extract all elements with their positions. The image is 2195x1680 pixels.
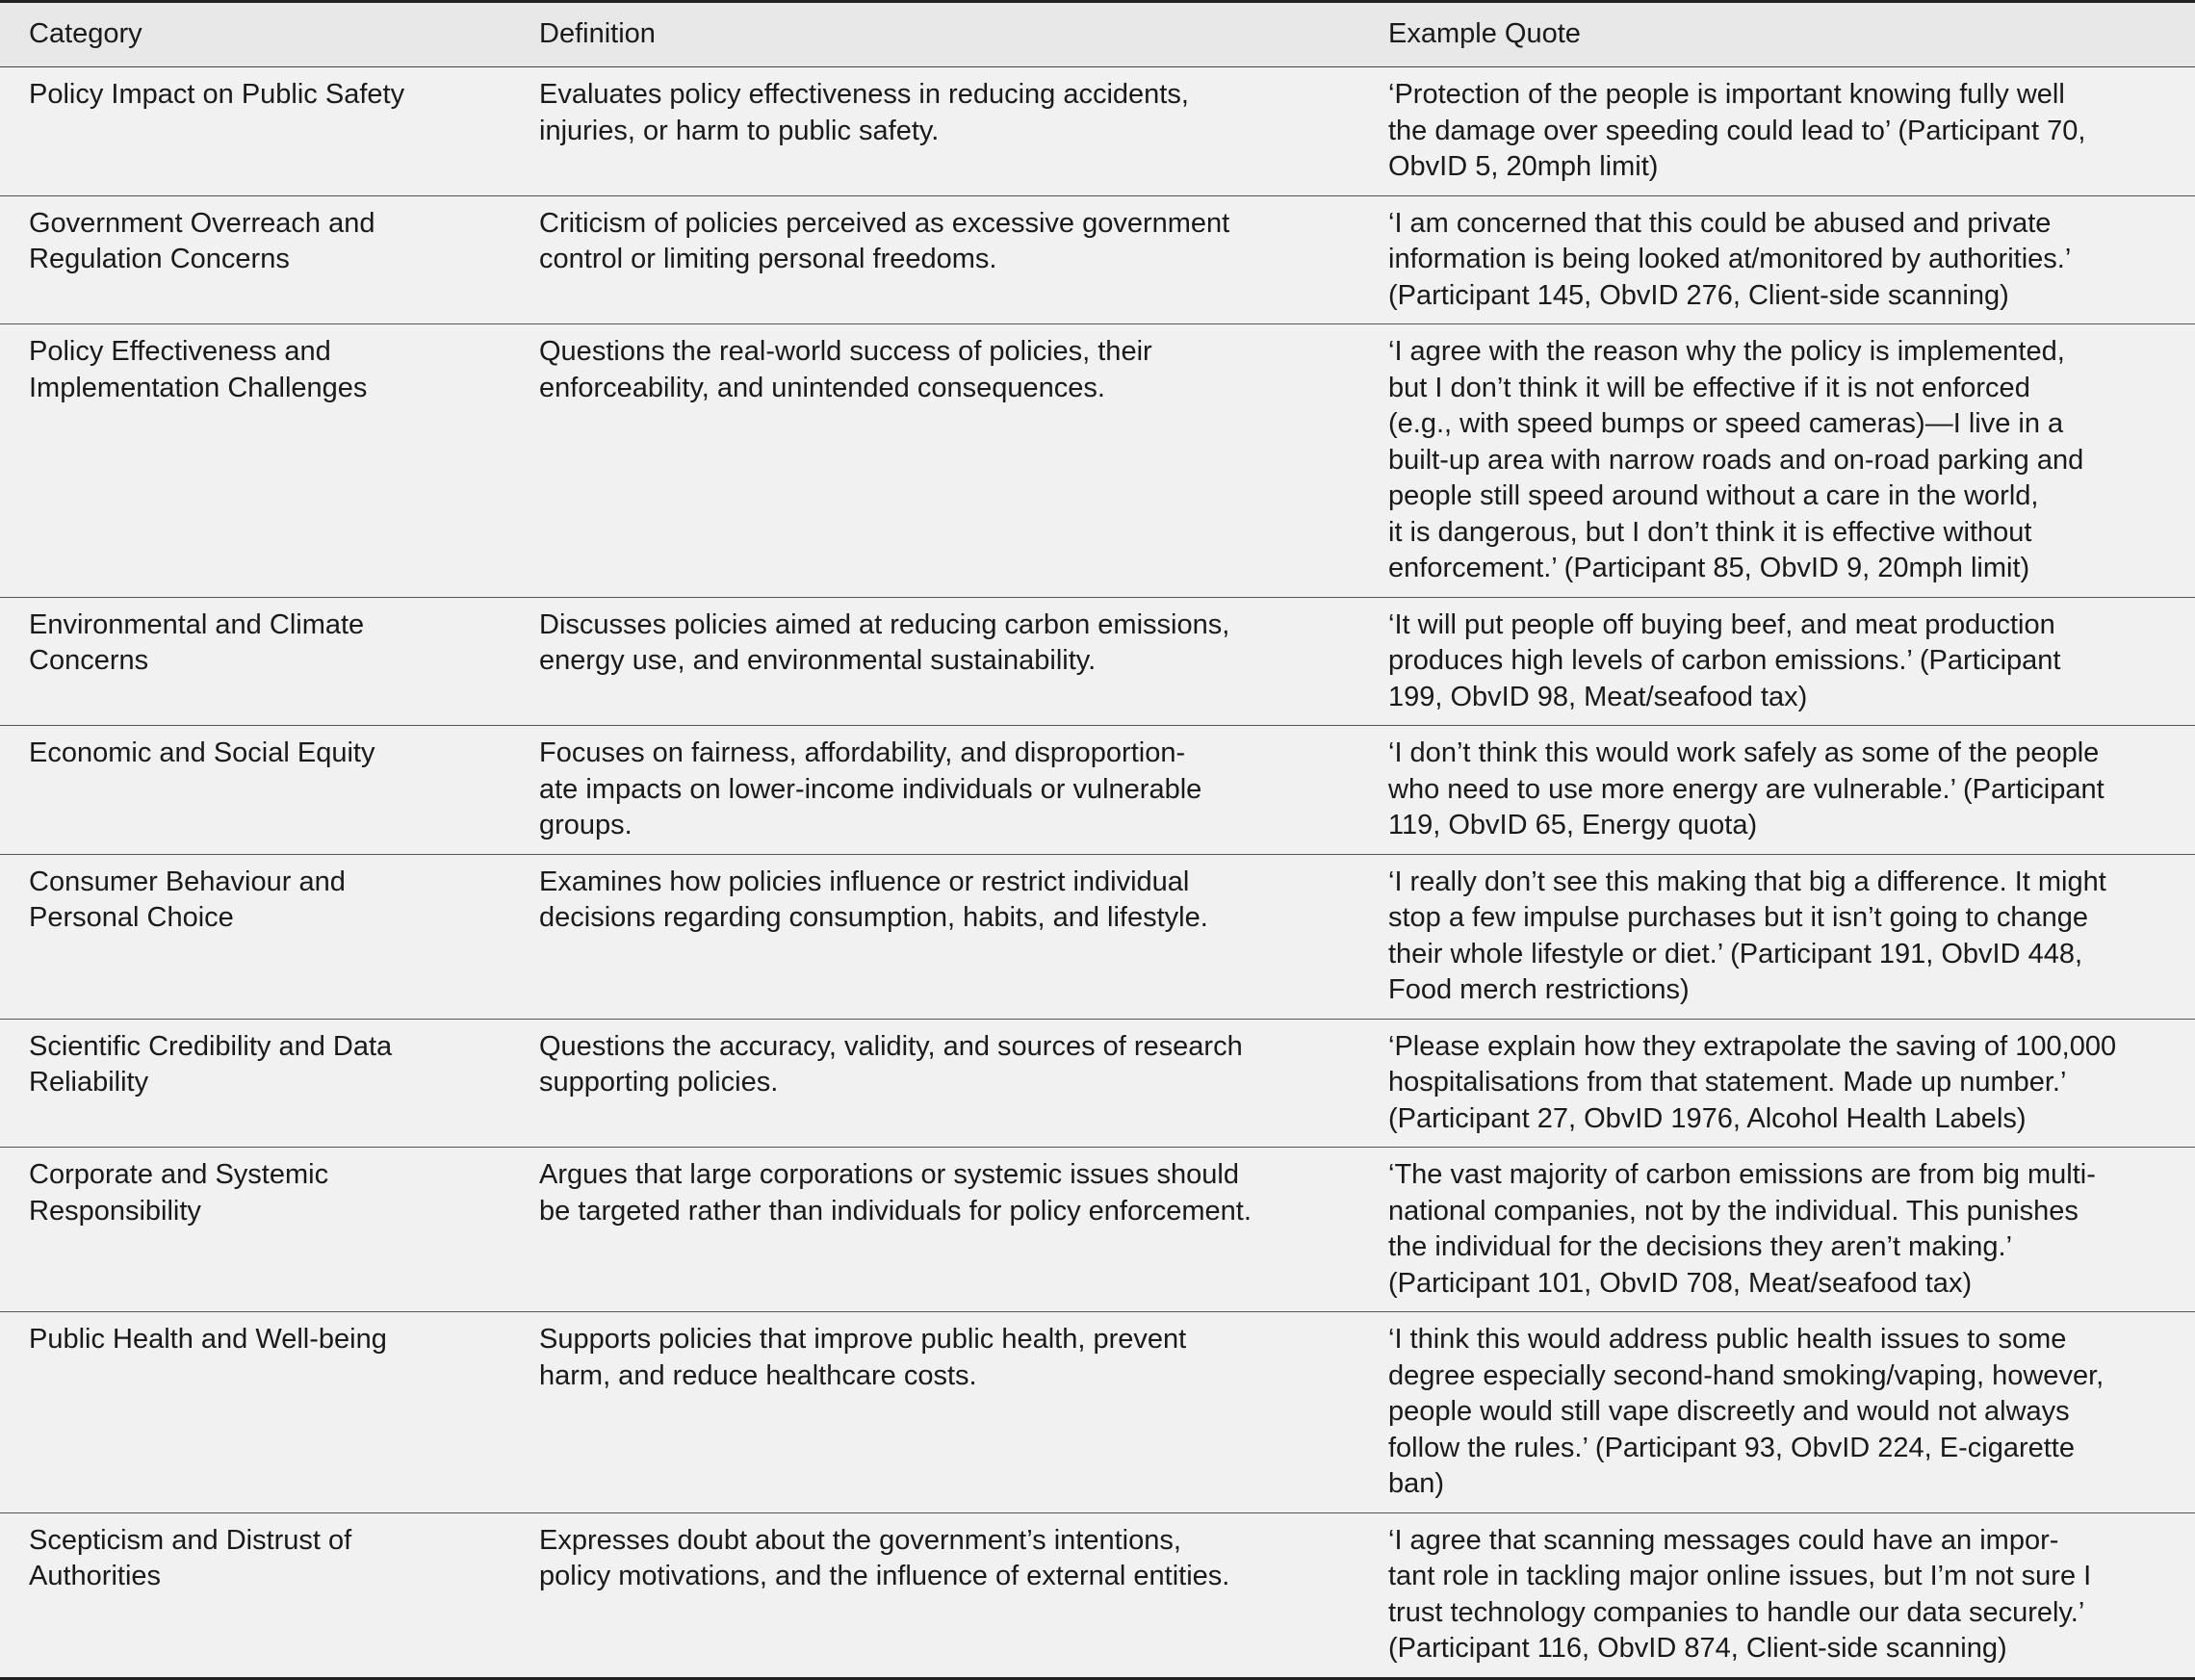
example-quote-cell-line: ‘It will put people off buying beef, and meat production [1388,608,2055,640]
definition-cell-line: Focuses on fairness, affordability, and disproportion- [539,737,1186,768]
table-row [0,67,2195,196]
example-quote-cell [1379,854,2195,1019]
example-quote-cell-line: follow the rules.’ (Participant 93, ObvID 224, E-cigarette [1388,1432,2075,1463]
definition-cell-line: decisions regarding consumption, habits, and lifestyle. [539,902,1208,933]
example-quote-cell-line: trust technology companies to handle our data securely.’ [1388,1596,2085,1628]
category-cell [0,1512,529,1678]
definition-cell-line: Criticism of policies perceived as excessive government [539,207,1230,239]
category-cell [0,597,529,726]
category-cell [0,67,529,196]
example-quote-cell-line: (Participant 116, ObvID 874, Client-side scanning) [1388,1633,2007,1664]
example-quote-cell-line: but I don’t think it will be effective if it is not enforced [1388,372,2030,403]
example-quote-cell-line: ‘I really don’t see this making that big a difference. It might [1388,866,2106,897]
header-row [0,2,2195,67]
category-cell-line: Authorities [29,1561,162,1591]
example-quote-cell-line: information is being looked at/monitored by authorities.’ [1388,244,2072,274]
category-cell-line: Corporate and Systemic [29,1159,329,1190]
definition-cell [529,67,1379,196]
definition-cell [529,726,1379,855]
example-quote-cell-line: ‘Please explain how they extrapolate the saving of 100,000 [1388,1030,2117,1062]
category-cell-line: Environmental and Climate [29,608,365,640]
example-quote-cell-line: ‘I think this would address public health issues to some [1388,1324,2067,1355]
definition-cell [529,1148,1379,1312]
definition-cell [529,854,1379,1019]
category-cell-line: Scepticism and Distrust of [29,1524,352,1556]
definition-cell [529,1019,1379,1148]
table-header [0,2,2195,67]
example-quote-cell-line: ‘I don’t think this would work safely as some of the people [1388,737,2100,768]
category-cell-line: Government Overreach and [29,207,375,239]
category-cell [0,195,529,324]
example-quote-cell-line: national companies, not by the individual. This punishes [1388,1195,2079,1227]
example-quote-cell-line: (Participant 145, ObvID 276, Client-side scanning) [1388,279,2009,311]
example-quote-cell-line: (Participant 27, ObvID 1976, Alcohol Health Labels) [1388,1102,2027,1134]
category-cell [0,324,529,598]
example-quote-cell-line: people would still vape discreetly and would not always [1388,1396,2070,1427]
example-quote-cell-line: (e.g., with speed bumps or speed cameras)—I live in a [1388,408,2064,439]
category-cell-line: Economic and Social Equity [29,737,375,768]
definition-cell-line: Questions the accuracy, validity, and sources of research [539,1030,1243,1062]
definition-cell-line: Evaluates policy effectiveness in reducing accidents, [539,79,1189,110]
example-quote-cell-line: degree especially second-hand smoking/vaping, however, [1388,1359,2105,1391]
category-cell-line: Responsibility [29,1195,201,1227]
table-row [0,1312,2195,1513]
definition-cell-line: groups. [539,810,633,840]
example-quote-cell [1379,1148,2195,1312]
example-quote-cell-line: the individual for the decisions they aren’t making.’ [1388,1231,2013,1262]
example-quote-cell-line: ‘Protection of the people is important knowing fully well [1388,79,2065,110]
definition-cell-line: control or limiting personal freedoms. [539,244,997,274]
definition-cell-line: Discusses policies aimed at reducing carbon emissions, [539,608,1230,640]
definition-cell-line: harm, and reduce healthcare costs. [539,1359,977,1391]
example-quote-cell-line: ‘I agree that scanning messages could have an impor- [1388,1524,2059,1556]
definition-cell-line: Examines how policies influence or restrict individual [539,866,1190,897]
category-cell [0,726,529,855]
example-quote-cell-line: 119, ObvID 65, Energy quota) [1388,810,1758,840]
category-cell-line: Public Health and Well-being [29,1324,387,1355]
example-quote-cell-line: stop a few impulse purchases but it isn’t going to change [1388,902,2089,933]
definition-cell-line: injuries, or harm to public safety. [539,115,940,146]
definition-cell [529,1312,1379,1513]
example-quote-cell-line: the damage over speeding could lead to’ (Participant 70, [1388,115,2086,146]
example-quote-cell-line: ban) [1388,1468,1445,1499]
category-cell [0,854,529,1019]
table-row [0,1512,2195,1678]
example-quote-cell-line: 199, ObvID 98, Meat/seafood tax) [1388,681,1808,712]
example-quote-cell-line: Food merch restrictions) [1388,974,1690,1005]
example-quote-cell-line: produces high levels of carbon emissions.’ (Participant [1388,645,2061,676]
definition-cell-line: Supports policies that improve public health, prevent [539,1324,1187,1355]
definition-cell-line: Argues that large corporations or systemic issues should [539,1159,1239,1190]
example-quote-cell-line: ObvID 5, 20mph limit) [1388,151,1659,182]
header-example-quote: Example Quote [1379,2,2195,67]
example-quote-cell [1379,1512,2195,1678]
definition-cell-line: Questions the real-world success of policies, their [539,336,1152,367]
example-quote-cell-line: who need to use more energy are vulnerable.’ (Participant [1388,773,2105,805]
example-quote-cell [1379,1312,2195,1513]
example-quote-cell [1379,67,2195,196]
example-quote-cell-line: ‘I agree with the reason why the policy is implemented, [1388,336,2065,367]
table-body [0,67,2195,1679]
example-quote-cell-line: (Participant 101, ObvID 708, Meat/seafood tax) [1388,1267,1973,1299]
category-cell-line: Concerns [29,645,149,676]
table-row [0,1148,2195,1312]
example-quote-cell-line: enforcement.’ (Participant 85, ObvID 9, 20mph limit) [1388,553,2030,583]
example-quote-cell [1379,195,2195,324]
category-cell-line: Consumer Behaviour and [29,866,346,897]
example-quote-cell-line: their whole lifestyle or diet.’ (Participant 191, ObvID 448, [1388,938,2083,969]
table-row [0,1019,2195,1148]
category-cell-line: Policy Impact on Public Safety [29,79,405,110]
category-cell [0,1148,529,1312]
category-cell-line: Scientific Credibility and Data [29,1030,393,1062]
example-quote-cell [1379,726,2195,855]
table-row [0,324,2195,598]
category-cell [0,1019,529,1148]
definition-cell-line: policy motivations, and the influence of external entities. [539,1561,1230,1591]
definition-cell-line: supporting policies. [539,1067,779,1098]
example-quote-cell-line: tant role in tackling major online issues, but I’m not sure I [1388,1561,2092,1591]
table-row [0,195,2195,324]
category-cell-line: Reliability [29,1067,149,1098]
definition-cell-line: energy use, and environmental sustainability. [539,645,1097,676]
example-quote-cell [1379,597,2195,726]
example-quote-cell-line: it is dangerous, but I don’t think it is effective without [1388,516,2032,548]
example-quote-cell [1379,1019,2195,1148]
category-cell-line: Policy Effectiveness and [29,336,331,367]
example-quote-cell-line: hospitalisations from that statement. Made up number.’ [1388,1067,2067,1098]
table-row [0,854,2195,1019]
table-row [0,597,2195,726]
category-cell-line: Personal Choice [29,902,234,933]
definition-cell [529,1512,1379,1678]
definition-cell [529,324,1379,598]
category-cell-line: Implementation Challenges [29,372,368,403]
definition-cell [529,195,1379,324]
category-cell-line: Regulation Concerns [29,244,290,274]
header-definition: Definition [529,2,1379,67]
example-quote-cell [1379,324,2195,598]
table-row [0,726,2195,855]
category-cell [0,1312,529,1513]
definition-cell-line: be targeted rather than individuals for policy enforcement. [539,1195,1252,1227]
example-quote-cell-line: ‘The vast majority of carbon emissions are from big multi- [1388,1159,2096,1190]
definition-cell-line: enforceability, and unintended consequences. [539,372,1105,403]
example-quote-cell-line: built-up area with narrow roads and on-road parking and [1388,444,2084,476]
example-quote-cell-line: ‘I am concerned that this could be abused and private [1388,207,2052,239]
header-category: Category [0,2,529,67]
definition-cell-line: Expresses doubt about the government’s intentions, [539,1524,1181,1556]
definition-cell-line: ate impacts on lower-income individuals or vulnerable [539,773,1202,805]
definition-cell [529,597,1379,726]
example-quote-cell-line: people still speed around without a care in the world, [1388,480,2039,511]
